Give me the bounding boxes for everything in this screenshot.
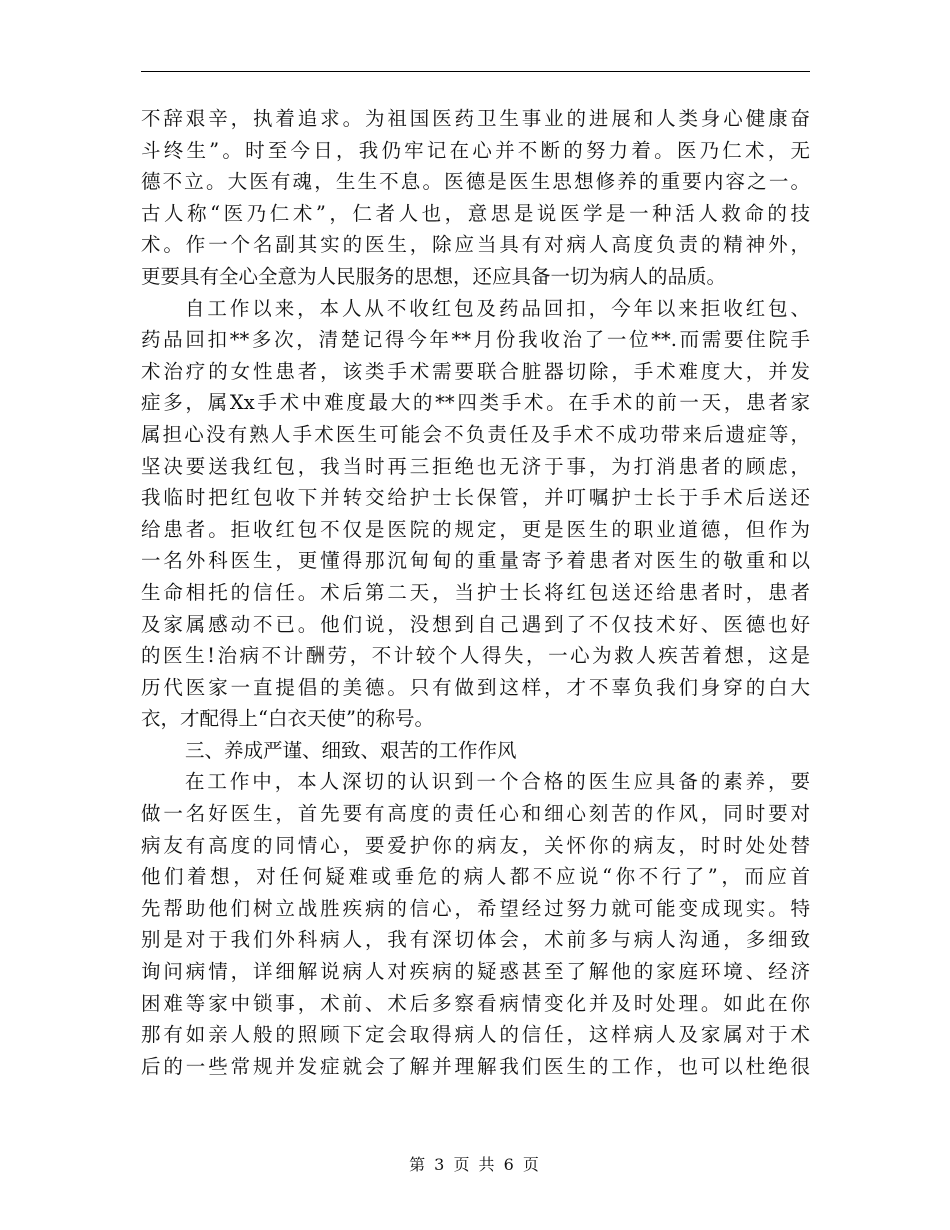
- text-line: 及家属感动不已。他们说，没想到自己遇到了不仅技术好、医德也好: [141, 612, 810, 636]
- text-line: 后的一些常规并发症就会了解并理解我们医生的工作，也可以杜绝很: [141, 1054, 810, 1078]
- text-line: 别是对于我们外科病人，我有深切体会，术前多与病人沟通，多细致: [141, 928, 810, 952]
- text-line: 坚决要送我红包，我当时再三拒绝也无济于事，为打消患者的顾虑，: [141, 454, 810, 478]
- page-number-footer: 第 3 页 共 6 页: [409, 1155, 541, 1174]
- text-line: 斗终生”。时至今日，我仍牢记在心并不断的努力着。医乃仁术，无: [141, 138, 810, 162]
- text-line: 药品回扣**多次，清楚记得今年**月份我收治了一位**.而需要住院手: [141, 328, 810, 352]
- text-line: 术治疗的女性患者，该类手术需要联合脏器切除，手术难度大，并发: [141, 359, 810, 383]
- section-heading: 三、养成严谨、细致、艰苦的工作作风: [185, 738, 517, 762]
- text-line: 衣，才配得上“白衣天使”的称号。: [141, 707, 434, 731]
- text-line: 术。作一个名副其实的医生，除应当具有对病人高度负责的精神外，: [141, 233, 810, 257]
- text-line: 先帮助他们树立战胜疾病的信心，希望经过努力就可能变成现实。特: [141, 896, 810, 920]
- document-body: [141, 103, 810, 1082]
- text-line: 他们着想，对任何疑难或垂危的病人都不应说“你不行了”，而应首: [141, 865, 810, 889]
- header-rule: [141, 71, 810, 72]
- text-line: 属担心没有熟人手术医生可能会不负责任及手术不成功带来后遗症等，: [141, 422, 810, 446]
- text-line: 的医生!治病不计酬劳，不计较个人得失，一心为救人疾苦着想，这是: [141, 644, 810, 668]
- text-line: 病友有高度的同情心，要爱护你的病友，关怀你的病友，时时处处替: [141, 833, 810, 857]
- text-line: 询问病情，详细解说病人对疾病的疑惑甚至了解他的家庭环境、经济: [141, 960, 810, 984]
- text-line: 做一名好医生，首先要有高度的责任心和细心刻苦的作风，同时要对: [141, 802, 810, 826]
- text-line: 我临时把红包收下并转交给护士长保管，并叮嘱护士长于手术后送还: [141, 486, 810, 510]
- text-line: 生命相托的信任。术后第二天，当护士长将红包送还给患者时，患者: [141, 580, 810, 604]
- text-line: 不辞艰辛，执着追求。为祖国医药卫生事业的进展和人类身心健康奋: [141, 107, 810, 130]
- text-line: 症多，属Xx手术中难度最大的**四类手术。在手术的前一天，患者家: [141, 391, 810, 415]
- text-line: 一名外科医生，更懂得那沉甸甸的重量寄予着患者对医生的敬重和以: [141, 549, 810, 573]
- text-line: 那有如亲人般的照顾下定会取得病人的信任，这样病人及家属对于术: [141, 1023, 810, 1047]
- text-line: 给患者。拒收红包不仅是医院的规定，更是医生的职业道德，但作为: [141, 517, 810, 541]
- text-line: 自工作以来，本人从不收红包及药品回扣，今年以来拒收红包、: [185, 296, 810, 320]
- text-line: 古人称“医乃仁术”，仁者人也，意思是说医学是一种活人救命的技: [141, 201, 810, 225]
- text-line: 德不立。大医有魂，生生不息。医德是医生思想修养的重要内容之一。: [141, 170, 810, 194]
- text-line: 困难等家中锁事，术前、术后多察看病情变化并及时处理。如此在你: [141, 991, 810, 1015]
- text-line: 更要具有全心全意为人民服务的思想，还应具备一切为病人的品质。: [141, 264, 727, 288]
- text-line: 历代医家一直提倡的美德。只有做到这样，才不辜负我们身穿的白大: [141, 675, 810, 699]
- text-line: 在工作中，本人深切的认识到一个合格的医生应具备的素养，要: [185, 770, 810, 794]
